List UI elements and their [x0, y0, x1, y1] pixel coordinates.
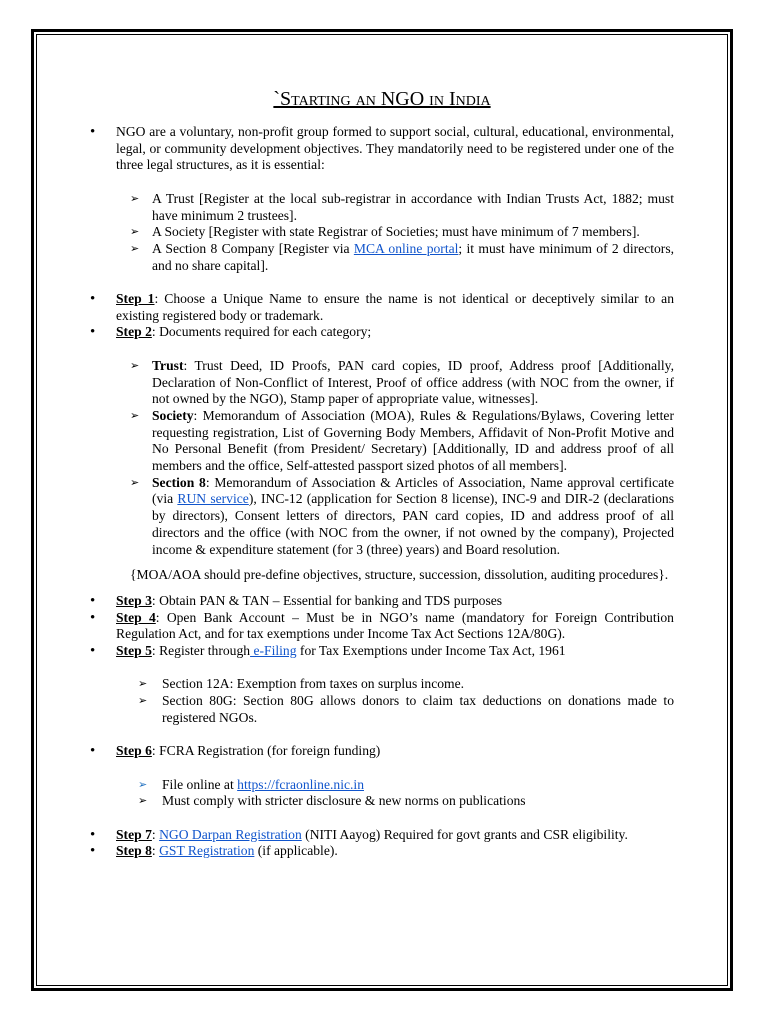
moa-aoa-note: {MOA/AOA should pre-define objectives, structure, succession, dissolution, auditing procedures}. — [130, 567, 669, 583]
gst-registration-link[interactable]: GST Registration — [159, 843, 255, 859]
mca-portal-link[interactable]: MCA online portal — [353, 240, 459, 256]
step-label: Step 4 — [116, 609, 156, 625]
documents-list — [90, 358, 674, 558]
fcra-online-link[interactable]: https://fcraonline.nic.in — [237, 776, 364, 792]
main-list — [90, 124, 674, 174]
fcra-comply: ➢ Must comply with stricter disclosure & new norms on publications — [90, 793, 674, 810]
structure-section8: ➢ A Section 8 Company [Register via MCA online portal; it must have minimum of 2 directors, and no share capital]. — [90, 241, 674, 274]
list-item-step5: • Step 5: Register through e-Filing for Tax Exemptions under Income Tax Act, 1961 — [90, 643, 674, 660]
list-item-step3: • Step 3: Obtain PAN & TAN – Essential for banking and TDS purposes — [90, 593, 674, 610]
step-label: Step 5 — [116, 643, 152, 659]
step-label: Step 1 — [116, 291, 155, 306]
run-service-link[interactable]: RUN service — [177, 491, 249, 507]
list-item-step8: • Step 8: GST Registration (if applicable). — [90, 843, 674, 860]
step-label: Step 3 — [116, 592, 152, 608]
list-item-step4: • Step 4: Open Bank Account – Must be in NGO’s name (mandatory for Foreign Contribution Regulation Act, and for tax exemptions under Income Tax Act Sections 12A/80G). — [90, 610, 674, 643]
e-filing-link[interactable]: e-Filing — [250, 643, 297, 659]
structure-trust: ➢ A Trust [Register at the local sub-registrar in accordance with Indian Trusts Act, 1882; must have minimum 2 trustees]. — [90, 191, 674, 224]
section-80g: ➢ Section 80G: Section 80G allows donors to claim tax deductions on donations made to registered NGOs. — [90, 693, 674, 726]
docs-trust: ➢ Trust: Trust Deed, ID Proofs, PAN card copies, ID proof, Address proof [Additionally, Declaration of Non-Conflict of Interest, Proof of office address (with NOC from the owner, if not owned by the NGO), Stamp paper of appropriate value, witnesses]. — [90, 358, 674, 408]
fcra-list — [90, 777, 674, 810]
structure-society: ➢ A Society [Register with state Registrar of Societies; must have minimum of 7 members]. — [90, 224, 674, 241]
step-label: Step 7 — [116, 826, 152, 842]
section-12a: ➢ Section 12A: Exemption from taxes on surplus income. — [90, 676, 674, 693]
document-body — [90, 86, 674, 860]
step-label: Step 6 — [116, 743, 152, 759]
page-title: `Starting an NGO in India — [273, 88, 491, 110]
fcra-file-online: ➢ File online at https://fcraonline.nic.in — [90, 777, 674, 794]
list-item-step6: • Step 6: FCRA Registration (for foreign funding) — [90, 743, 674, 760]
step-label: Step 8 — [116, 843, 152, 859]
docs-society: ➢ Society: Memorandum of Association (MOA), Rules & Regulations/Bylaws, Covering letter requesting registration, List of Governing Body Members, Affidavit of Non-Profit Motive and No Personal Benefit (from President/ Secretary) [Additionally, ID and address proof of all members and the office, Self-attested passport sized photos of all members]. — [90, 408, 674, 475]
list-item-step2: • Step 2: Documents required for each category; — [90, 324, 674, 341]
ngo-darpan-link[interactable]: NGO Darpan Registration — [159, 826, 302, 842]
docs-section8: ➢ Section 8: Memorandum of Association & Articles of Association, Name approval certificate (via RUN service), INC-12 (application for Section 8 license), INC-9 and DIR-2 (declarations by directors), Consent letters of directors, PAN card copies, ID and address proof of all directors and the office (with NOC from the owner, if not owned by the company), Projected income & expenditure statement (for 3 (three) years) and Board resolution. — [90, 475, 674, 559]
list-item-step7: • Step 7: NGO Darpan Registration (NITI Aayog) Required for govt grants and CSR eligibility. — [90, 827, 674, 844]
list-item-intro: • NGO are a voluntary, non-profit group formed to support social, cultural, educational, environmental, legal, or community development objectives. They mandatorily need to be registered under one of the three legal structures, as it is essential: — [90, 124, 674, 174]
step-label: Step 2 — [116, 324, 152, 340]
list-item-step1: • Step 1: Choose a Unique Name to ensure the name is not identical or deceptively similar to an existing registered body or trademark. — [90, 291, 674, 324]
structures-list — [90, 191, 674, 275]
tax-sections-list — [90, 676, 674, 726]
